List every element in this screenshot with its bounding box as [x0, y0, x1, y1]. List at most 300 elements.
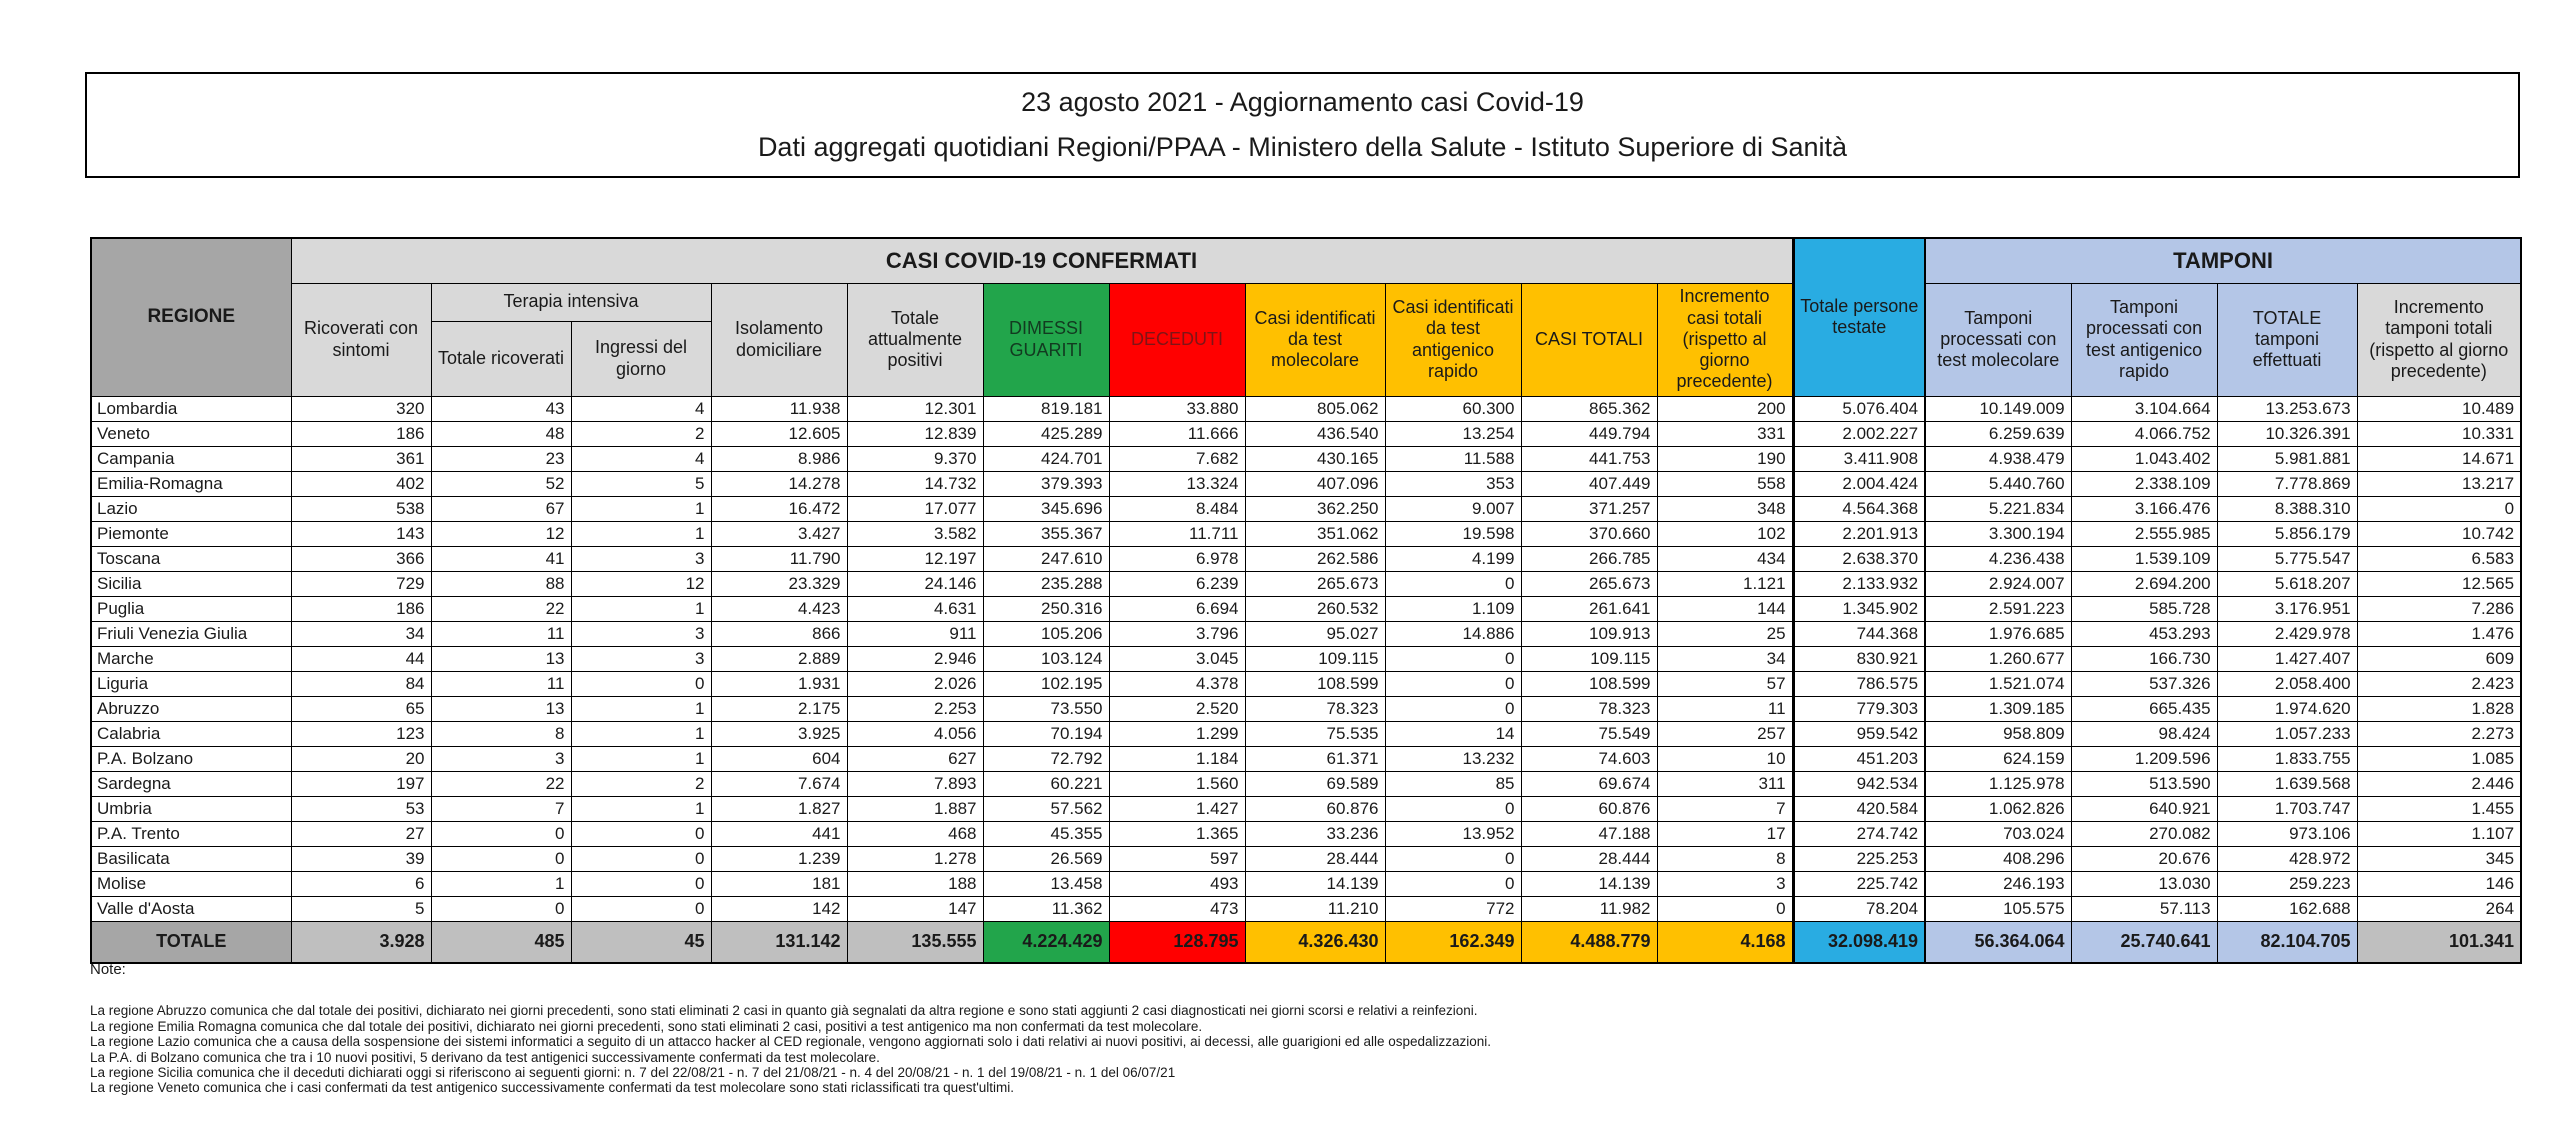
data-cell: 0 — [571, 846, 711, 871]
data-cell: 4.066.752 — [2071, 421, 2217, 446]
data-cell: 225.742 — [1793, 871, 1925, 896]
data-cell: 942.534 — [1793, 771, 1925, 796]
region-name: P.A. Trento — [91, 821, 291, 846]
data-cell: 13 — [431, 696, 571, 721]
data-cell: 13.253.673 — [2217, 396, 2357, 421]
data-cell: 1.703.747 — [2217, 796, 2357, 821]
data-cell: 3.176.951 — [2217, 596, 2357, 621]
data-cell: 6.978 — [1109, 546, 1245, 571]
data-cell: 1.833.755 — [2217, 746, 2357, 771]
data-cell: 265.673 — [1245, 571, 1385, 596]
data-cell: 0 — [571, 896, 711, 921]
data-cell: 449.794 — [1521, 421, 1657, 446]
data-cell: 60.300 — [1385, 396, 1521, 421]
data-cell: 3.582 — [847, 521, 983, 546]
data-cell: 2 — [571, 421, 711, 446]
data-cell: 84 — [291, 671, 431, 696]
note-line-bolzano: La P.A. di Bolzano comunica che tra i 10 nuovi positivi, 5 derivano da test antigenici successivamente confermati da test molecolare. — [90, 1049, 880, 1065]
data-cell: 959.542 — [1793, 721, 1925, 746]
total-cell: 135.555 — [847, 921, 983, 963]
table-row — [91, 746, 2521, 771]
data-cell: 0 — [1385, 871, 1521, 896]
total-cell: 25.740.641 — [2071, 921, 2217, 963]
data-cell: 13.952 — [1385, 821, 1521, 846]
table-row — [91, 771, 2521, 796]
data-cell: 2.133.932 — [1793, 571, 1925, 596]
table-row — [91, 446, 2521, 471]
table-row — [91, 571, 2521, 596]
data-cell: 10.326.391 — [2217, 421, 2357, 446]
data-cell: 6.239 — [1109, 571, 1245, 596]
table-row — [91, 496, 2521, 521]
data-cell: 14.139 — [1521, 871, 1657, 896]
total-cell: 4.488.779 — [1521, 921, 1657, 963]
data-cell: 13.232 — [1385, 746, 1521, 771]
total-cell: 56.364.064 — [1925, 921, 2071, 963]
data-cell: 105.206 — [983, 621, 1109, 646]
data-cell: 12.839 — [847, 421, 983, 446]
data-cell: 371.257 — [1521, 496, 1657, 521]
data-cell: 10.149.009 — [1925, 396, 2071, 421]
data-cell: 70.194 — [983, 721, 1109, 746]
data-cell: 265.673 — [1521, 571, 1657, 596]
data-cell: 7.893 — [847, 771, 983, 796]
region-name: Liguria — [91, 671, 291, 696]
header-dimessi-guariti: DIMESSI GUARITI — [983, 283, 1109, 396]
region-name: Puglia — [91, 596, 291, 621]
data-cell: 1.043.402 — [2071, 446, 2217, 471]
data-cell: 7.286 — [2357, 596, 2521, 621]
data-cell: 407.449 — [1521, 471, 1657, 496]
data-cell: 1.057.233 — [2217, 721, 2357, 746]
total-label: TOTALE — [91, 921, 291, 963]
data-cell: 10.742 — [2357, 521, 2521, 546]
data-cell: 0 — [1385, 796, 1521, 821]
data-cell: 27 — [291, 821, 431, 846]
data-cell: 188 — [847, 871, 983, 896]
data-cell: 1.931 — [711, 671, 847, 696]
data-cell: 39 — [291, 846, 431, 871]
data-cell: 186 — [291, 421, 431, 446]
table-row — [91, 696, 2521, 721]
report-date-line: 23 agosto 2021 - Aggiornamento casi Covid-19 — [1021, 87, 1584, 118]
data-cell: 3.300.194 — [1925, 521, 2071, 546]
data-cell: 1.827 — [711, 796, 847, 821]
data-cell: 2.338.109 — [2071, 471, 2217, 496]
data-cell: 235.288 — [983, 571, 1109, 596]
data-cell: 33.880 — [1109, 396, 1245, 421]
data-cell: 772 — [1385, 896, 1521, 921]
data-cell: 3 — [431, 746, 571, 771]
data-cell: 13.324 — [1109, 471, 1245, 496]
header-deceduti: DECEDUTI — [1109, 283, 1245, 396]
data-cell: 143 — [291, 521, 431, 546]
data-cell: 2.026 — [847, 671, 983, 696]
data-cell: 257 — [1657, 721, 1793, 746]
data-cell: 407.096 — [1245, 471, 1385, 496]
data-cell: 4 — [571, 446, 711, 471]
data-cell: 44 — [291, 646, 431, 671]
data-cell: 1.974.620 — [2217, 696, 2357, 721]
data-cell: 69.674 — [1521, 771, 1657, 796]
data-cell: 1.184 — [1109, 746, 1245, 771]
data-cell: 2.946 — [847, 646, 983, 671]
data-cell: 78.323 — [1245, 696, 1385, 721]
data-cell: 5.981.881 — [2217, 446, 2357, 471]
data-cell: 11.666 — [1109, 421, 1245, 446]
data-cell: 9.370 — [847, 446, 983, 471]
data-cell: 1.427.407 — [2217, 646, 2357, 671]
data-cell: 0 — [1385, 671, 1521, 696]
data-cell: 26.569 — [983, 846, 1109, 871]
data-cell: 13.217 — [2357, 471, 2521, 496]
data-cell: 2.694.200 — [2071, 571, 2217, 596]
data-cell: 366 — [291, 546, 431, 571]
data-cell: 0 — [431, 896, 571, 921]
data-cell: 5.856.179 — [2217, 521, 2357, 546]
data-cell: 320 — [291, 396, 431, 421]
data-cell: 162.688 — [2217, 896, 2357, 921]
data-cell: 537.326 — [2071, 671, 2217, 696]
data-cell: 57 — [1657, 671, 1793, 696]
total-cell: 32.098.419 — [1793, 921, 1925, 963]
header-totale-persone-testate: Totale persone testate — [1793, 238, 1925, 396]
data-cell: 1.345.902 — [1793, 596, 1925, 621]
note-line-sicilia: La regione Sicilia comunica che il deceduti dichiarati oggi si riferiscono ai seguenti giorni: n. 7 del 22/08/21 - n. 7 del 21/08/21 - n. 4 del 20/08/21 - n. 1 del 19/08/21 - n. 1 del 06/07/21 — [90, 1065, 1176, 1081]
total-cell: 162.349 — [1385, 921, 1521, 963]
data-cell: 0 — [571, 871, 711, 896]
region-name: Lombardia — [91, 396, 291, 421]
data-cell: 453.293 — [2071, 621, 2217, 646]
data-cell: 5 — [571, 471, 711, 496]
data-cell: 22 — [431, 771, 571, 796]
data-cell: 3 — [571, 546, 711, 571]
header-regione: REGIONE — [91, 238, 291, 396]
header-group-tamponi: TAMPONI — [1925, 238, 2521, 283]
data-cell: 627 — [847, 746, 983, 771]
data-cell: 513.590 — [2071, 771, 2217, 796]
data-cell: 361 — [291, 446, 431, 471]
note-line-lazio: La regione Lazio comunica che a causa della sospensione dei sistemi informatici a seguito di un attacco hacker al CED regionale, vengono aggiornati solo i dati relativi ai nuovi positivi, ai decessi, alle guarigioni ed alle ospedalizzazioni. — [90, 1034, 1492, 1050]
data-cell: 1.639.568 — [2217, 771, 2357, 796]
note-line-veneto: La regione Veneto comunica che i casi confermati da test antigenico successivamente confermati da test molecolare sono stati riclassificati tra quest'ultimi. — [90, 1080, 1015, 1096]
note-line-abruzzo: La regione Abruzzo comunica che dal totale dei positivi, dichiarato nei giorni precedenti, sono stati eliminati 2 casi in quanto già segnalati da altra regione e sono stati aggiunti 2 casi diagnosticati nei giorni scorsi e relativi a reinfezioni. — [90, 1003, 1478, 1019]
data-cell: 11.982 — [1521, 896, 1657, 921]
data-cell: 2.175 — [711, 696, 847, 721]
data-cell: 958.809 — [1925, 721, 2071, 746]
data-cell: 17.077 — [847, 496, 983, 521]
table-header — [91, 238, 2521, 396]
data-cell: 2.520 — [1109, 696, 1245, 721]
header-totale-tamponi: TOTALE tamponi effettuati — [2217, 283, 2357, 396]
data-cell: 166.730 — [2071, 646, 2217, 671]
data-cell: 8.986 — [711, 446, 847, 471]
data-cell: 624.159 — [1925, 746, 2071, 771]
data-cell: 11.362 — [983, 896, 1109, 921]
data-cell: 345 — [2357, 846, 2521, 871]
data-cell: 78.204 — [1793, 896, 1925, 921]
data-cell: 103.124 — [983, 646, 1109, 671]
table-row — [91, 846, 2521, 871]
region-name: Umbria — [91, 796, 291, 821]
data-cell: 5.440.760 — [1925, 471, 2071, 496]
data-cell: 585.728 — [2071, 596, 2217, 621]
data-cell: 1.560 — [1109, 771, 1245, 796]
data-cell: 3 — [1657, 871, 1793, 896]
data-cell: 2.004.424 — [1793, 471, 1925, 496]
notes-heading: Note: — [90, 961, 126, 978]
data-cell: 4.564.368 — [1793, 496, 1925, 521]
data-cell: 1 — [571, 596, 711, 621]
total-cell: 82.104.705 — [2217, 921, 2357, 963]
data-cell: 3.925 — [711, 721, 847, 746]
data-cell: 2.638.370 — [1793, 546, 1925, 571]
data-cell: 4.056 — [847, 721, 983, 746]
total-row — [91, 921, 2521, 963]
data-cell: 43 — [431, 396, 571, 421]
table-row — [91, 471, 2521, 496]
data-cell: 11 — [431, 671, 571, 696]
data-cell: 441.753 — [1521, 446, 1657, 471]
table-row — [91, 521, 2521, 546]
data-cell: 331 — [1657, 421, 1793, 446]
table-row — [91, 671, 2521, 696]
data-cell: 3.427 — [711, 521, 847, 546]
table-row — [91, 546, 2521, 571]
data-cell: 0 — [431, 846, 571, 871]
total-cell: 4.224.429 — [983, 921, 1109, 963]
data-cell: 14.886 — [1385, 621, 1521, 646]
data-cell: 538 — [291, 496, 431, 521]
data-cell: 2.058.400 — [2217, 671, 2357, 696]
data-cell: 102.195 — [983, 671, 1109, 696]
data-cell: 60.876 — [1245, 796, 1385, 821]
data-cell: 67 — [431, 496, 571, 521]
data-cell: 19.598 — [1385, 521, 1521, 546]
data-cell: 14.278 — [711, 471, 847, 496]
data-cell: 147 — [847, 896, 983, 921]
data-cell: 1 — [571, 796, 711, 821]
data-cell: 441 — [711, 821, 847, 846]
region-name: Veneto — [91, 421, 291, 446]
data-cell: 78.323 — [1521, 696, 1657, 721]
data-cell: 60.221 — [983, 771, 1109, 796]
data-cell: 109.913 — [1521, 621, 1657, 646]
data-cell: 13 — [431, 646, 571, 671]
total-cell: 3.928 — [291, 921, 431, 963]
data-cell: 1.476 — [2357, 621, 2521, 646]
data-cell: 1.427 — [1109, 796, 1245, 821]
data-cell: 34 — [1657, 646, 1793, 671]
data-cell: 1.107 — [2357, 821, 2521, 846]
data-cell: 370.660 — [1521, 521, 1657, 546]
data-cell: 186 — [291, 596, 431, 621]
region-name: Valle d'Aosta — [91, 896, 291, 921]
data-cell: 379.393 — [983, 471, 1109, 496]
total-cell: 485 — [431, 921, 571, 963]
data-cell: 4 — [571, 396, 711, 421]
header-group-casi-confermati: CASI COVID-19 CONFERMATI — [291, 238, 1793, 283]
data-cell: 779.303 — [1793, 696, 1925, 721]
data-cell: 12.605 — [711, 421, 847, 446]
data-cell: 197 — [291, 771, 431, 796]
data-cell: 468 — [847, 821, 983, 846]
data-cell: 65 — [291, 696, 431, 721]
data-cell: 451.203 — [1793, 746, 1925, 771]
note-line-emilia-romagna: La regione Emilia Romagna comunica che dal totale dei positivi, dichiarato nei giorni precedenti, sono stati eliminati 2 casi, positivi a test antigenico ma non confermati da test molecolare. — [90, 1018, 1203, 1034]
header-tamponi-molecolare: Tamponi processati con test molecolare — [1925, 283, 2071, 396]
data-cell: 13.458 — [983, 871, 1109, 896]
data-cell: 85 — [1385, 771, 1521, 796]
data-cell: 473 — [1109, 896, 1245, 921]
data-cell: 3.796 — [1109, 621, 1245, 646]
data-cell: 28.444 — [1521, 846, 1657, 871]
data-cell: 2.429.978 — [2217, 621, 2357, 646]
data-cell: 311 — [1657, 771, 1793, 796]
data-cell: 425.289 — [983, 421, 1109, 446]
data-cell: 6.583 — [2357, 546, 2521, 571]
data-cell: 1 — [571, 521, 711, 546]
data-cell: 270.082 — [2071, 821, 2217, 846]
report-title-box — [85, 72, 2520, 178]
data-cell: 424.701 — [983, 446, 1109, 471]
data-cell: 69.589 — [1245, 771, 1385, 796]
data-cell: 866 — [711, 621, 847, 646]
data-cell: 1.121 — [1657, 571, 1793, 596]
data-cell: 1.209.596 — [2071, 746, 2217, 771]
data-cell: 200 — [1657, 396, 1793, 421]
data-cell: 12 — [431, 521, 571, 546]
data-cell: 6.694 — [1109, 596, 1245, 621]
data-cell: 4.199 — [1385, 546, 1521, 571]
data-cell: 1.278 — [847, 846, 983, 871]
data-cell: 73.550 — [983, 696, 1109, 721]
notes-section — [90, 962, 1491, 1096]
data-cell: 1 — [571, 746, 711, 771]
data-cell: 6 — [291, 871, 431, 896]
data-cell: 1.365 — [1109, 821, 1245, 846]
data-cell: 1.976.685 — [1925, 621, 2071, 646]
data-cell: 1.299 — [1109, 721, 1245, 746]
table-row — [91, 896, 2521, 921]
data-cell: 72.792 — [983, 746, 1109, 771]
data-cell: 20.676 — [2071, 846, 2217, 871]
data-cell: 8.484 — [1109, 496, 1245, 521]
data-cell: 1.539.109 — [2071, 546, 2217, 571]
table-row — [91, 421, 2521, 446]
data-cell: 12.197 — [847, 546, 983, 571]
total-cell: 128.795 — [1109, 921, 1245, 963]
data-cell: 41 — [431, 546, 571, 571]
region-name: Campania — [91, 446, 291, 471]
data-cell: 20 — [291, 746, 431, 771]
data-cell: 348 — [1657, 496, 1793, 521]
data-cell: 597 — [1109, 846, 1245, 871]
data-cell: 830.921 — [1793, 646, 1925, 671]
data-cell: 1.521.074 — [1925, 671, 2071, 696]
data-cell: 4.423 — [711, 596, 847, 621]
data-cell: 7.778.869 — [2217, 471, 2357, 496]
region-name: Toscana — [91, 546, 291, 571]
data-cell: 786.575 — [1793, 671, 1925, 696]
data-cell: 11 — [431, 621, 571, 646]
data-cell: 14.671 — [2357, 446, 2521, 471]
data-cell: 3.411.908 — [1793, 446, 1925, 471]
data-cell: 2.002.227 — [1793, 421, 1925, 446]
data-cell: 60.876 — [1521, 796, 1657, 821]
data-cell: 0 — [1385, 571, 1521, 596]
data-cell: 4.236.438 — [1925, 546, 2071, 571]
data-cell: 11.210 — [1245, 896, 1385, 921]
data-cell: 2.201.913 — [1793, 521, 1925, 546]
data-cell: 10 — [1657, 746, 1793, 771]
data-cell: 14.139 — [1245, 871, 1385, 896]
data-cell: 5.775.547 — [2217, 546, 2357, 571]
header-casi-test-molecolare: Casi identificati da test molecolare — [1245, 283, 1385, 396]
region-name: Sardegna — [91, 771, 291, 796]
data-cell: 274.742 — [1793, 821, 1925, 846]
data-cell: 420.584 — [1793, 796, 1925, 821]
data-cell: 609 — [2357, 646, 2521, 671]
region-name: Marche — [91, 646, 291, 671]
data-cell: 190 — [1657, 446, 1793, 471]
data-cell: 266.785 — [1521, 546, 1657, 571]
data-cell: 911 — [847, 621, 983, 646]
table-row — [91, 596, 2521, 621]
table-row — [91, 721, 2521, 746]
data-cell: 12.301 — [847, 396, 983, 421]
data-cell: 262.586 — [1245, 546, 1385, 571]
data-cell: 8 — [1657, 846, 1793, 871]
region-name: Abruzzo — [91, 696, 291, 721]
data-cell: 5.221.834 — [1925, 496, 2071, 521]
data-cell: 14.732 — [847, 471, 983, 496]
data-cell: 2 — [571, 771, 711, 796]
covid-data-table — [90, 237, 2522, 964]
data-cell: 75.535 — [1245, 721, 1385, 746]
report-source-line: Dati aggregati quotidiani Regioni/PPAA - Ministero della Salute - Istituto Superiore di Sanità — [757, 131, 1848, 162]
total-cell: 4.326.430 — [1245, 921, 1385, 963]
data-cell: 1 — [571, 696, 711, 721]
data-cell: 260.532 — [1245, 596, 1385, 621]
data-cell: 24.146 — [847, 571, 983, 596]
data-cell: 0 — [571, 671, 711, 696]
data-cell: 3 — [571, 646, 711, 671]
header-ingressi-del-giorno: Ingressi del giorno — [571, 321, 711, 396]
data-cell: 2.273 — [2357, 721, 2521, 746]
header-incremento-tamponi: Incremento tamponi totali (rispetto al giorno precedente) — [2357, 283, 2521, 396]
data-cell: 33.236 — [1245, 821, 1385, 846]
data-cell: 1 — [571, 496, 711, 521]
data-cell: 2.423 — [2357, 671, 2521, 696]
data-cell: 264 — [2357, 896, 2521, 921]
data-cell: 2.555.985 — [2071, 521, 2217, 546]
data-cell: 23 — [431, 446, 571, 471]
data-cell: 11.711 — [1109, 521, 1245, 546]
header-ricoverati-con-sintomi: Ricoverati con sintomi — [291, 283, 431, 396]
data-cell: 0 — [571, 821, 711, 846]
region-name: P.A. Bolzano — [91, 746, 291, 771]
data-cell: 10.331 — [2357, 421, 2521, 446]
data-cell: 109.115 — [1245, 646, 1385, 671]
data-cell: 665.435 — [2071, 696, 2217, 721]
data-cell: 5.076.404 — [1793, 396, 1925, 421]
data-cell: 5.618.207 — [2217, 571, 2357, 596]
table-row — [91, 871, 2521, 896]
data-cell: 434 — [1657, 546, 1793, 571]
data-cell: 3.045 — [1109, 646, 1245, 671]
data-cell: 11.790 — [711, 546, 847, 571]
